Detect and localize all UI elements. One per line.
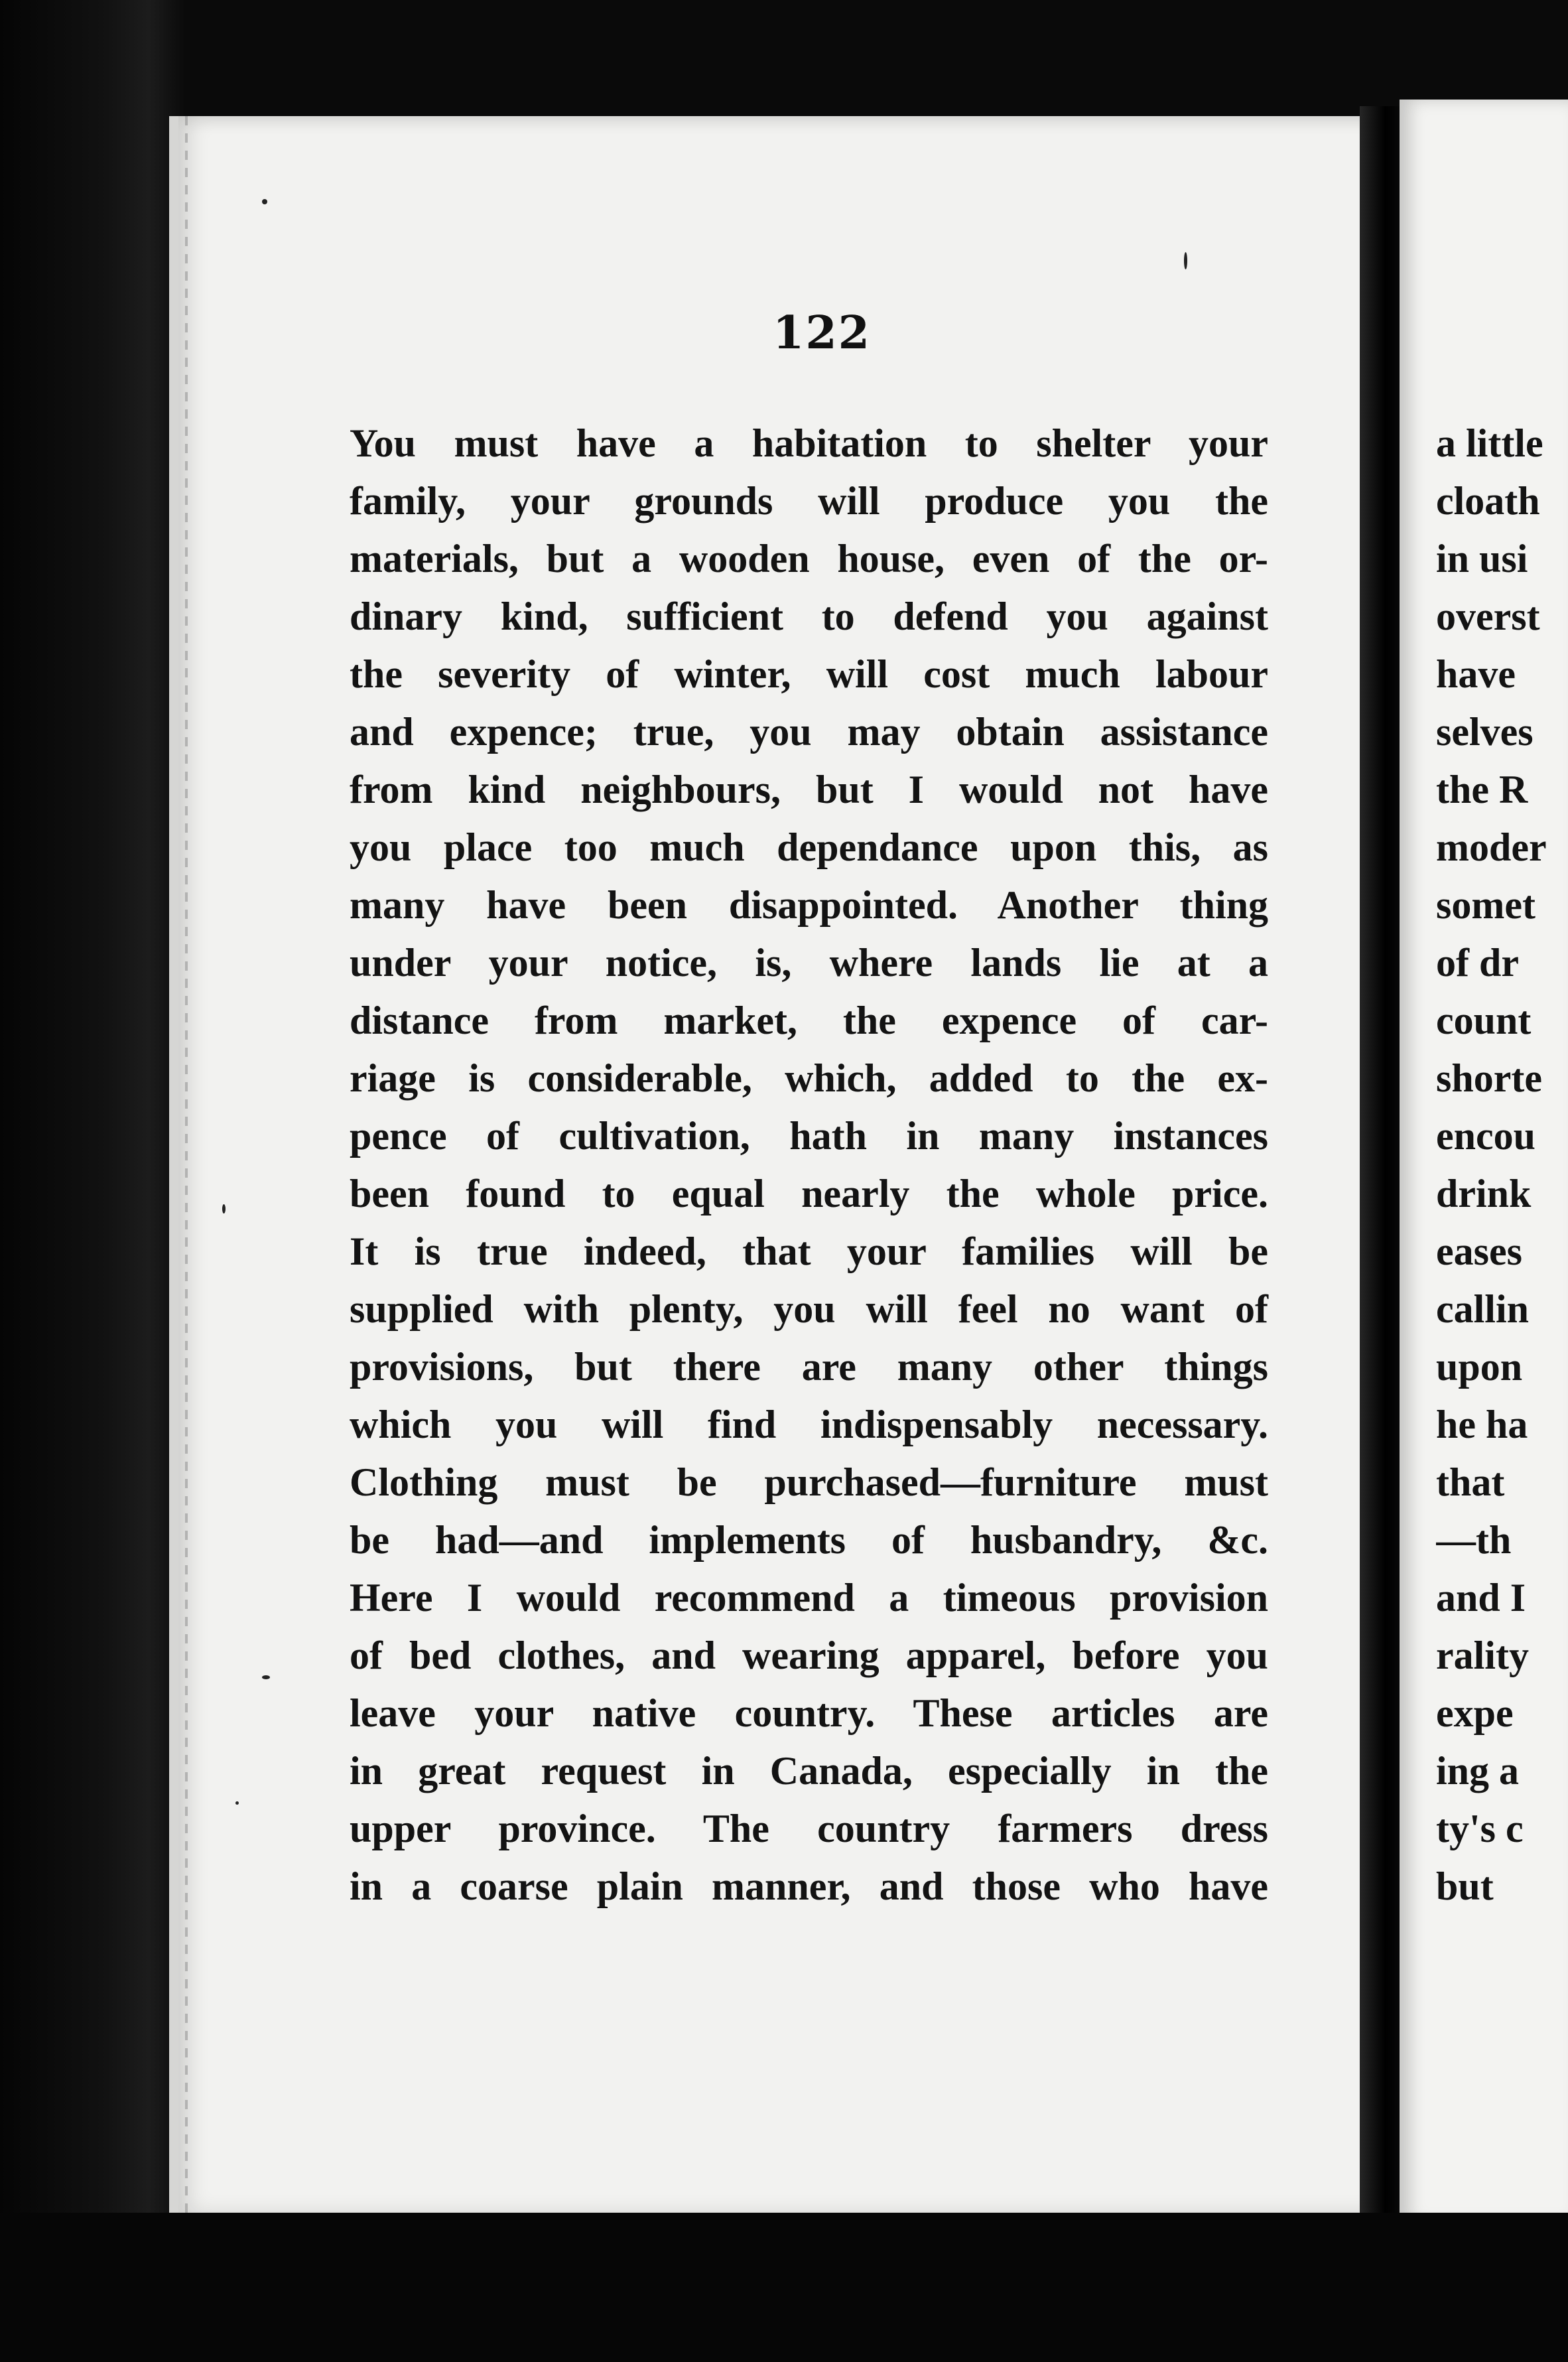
text-line: distance from market, the expence of car- [350,999,1268,1042]
text-line: riage is considerable, which, added to the ex- [350,1056,1268,1100]
text-line: selves [1436,710,1534,754]
text-line: from kind neighbours, but I would not have [350,768,1268,811]
text-line: upper province. The country farmers dress [350,1807,1268,1850]
text-line: ty's c [1436,1807,1524,1850]
text-line: —th [1436,1518,1512,1562]
left-page-body-text [350,415,1268,1915]
text-line: been found to equal nearly the whole price. [350,1172,1268,1216]
text-line: moder [1436,825,1547,869]
right-page-cropped-text [1436,415,1568,1915]
scan-background-bottom [0,2213,1568,2362]
text-line: provisions, but there are many other things [350,1345,1268,1389]
text-line: the R [1436,768,1528,811]
page-number: 122 [773,307,871,360]
text-line: in a coarse plain manner, and those who have [350,1864,1268,1908]
text-line: pence of cultivation, hath in many instances [350,1114,1268,1158]
book-cover-edge [0,0,186,2362]
text-line: family, your grounds will produce you the [350,479,1268,523]
text-line: leave your native country. These articles are [350,1691,1268,1735]
text-line: and expence; true, you may obtain assistance [350,710,1268,754]
text-line: encou [1436,1114,1535,1158]
text-line: be had—and implements of husbandry, &c. [350,1518,1268,1562]
paper-speck [262,1675,270,1679]
text-line: You must have a habitation to shelter your [350,421,1268,465]
text-line: callin [1436,1287,1530,1331]
text-line: upon [1436,1345,1523,1389]
text-line: and I [1436,1576,1526,1620]
text-line: of bed clothes, and wearing apparel, before you [350,1633,1268,1677]
text-line: ing a [1436,1749,1520,1793]
paper-speck [222,1204,226,1214]
text-line: that [1436,1460,1505,1504]
text-line: he ha [1436,1403,1528,1446]
text-line: materials, but a wooden house, even of the or- [350,537,1268,581]
text-line: a little [1436,421,1543,465]
text-line: in great request in Canada, especially in the [350,1749,1268,1793]
text-line: expe [1436,1691,1514,1735]
text-line: drink [1436,1172,1532,1216]
text-line: shorte [1436,1056,1542,1100]
text-line: eases [1436,1229,1522,1273]
text-line: overst [1436,594,1540,638]
text-line: Here I would recommend a timeous provision [350,1576,1268,1620]
text-line: cloath [1436,479,1540,523]
text-line: have [1436,652,1516,696]
text-line: rality [1436,1633,1529,1677]
text-line: It is true indeed, that your families will be [350,1229,1268,1273]
paper-speck [1184,252,1187,269]
text-line: dinary kind, sufficient to defend you against [350,594,1268,638]
text-line: in usi [1436,537,1528,581]
paper-speck [262,199,267,204]
text-line: you place too much dependance upon this, as [350,825,1268,869]
text-line: supplied with plenty, you will feel no want of [350,1287,1268,1331]
paper-speck [235,1801,239,1805]
text-line: the severity of winter, will cost much labour [350,652,1268,696]
text-line: but [1436,1864,1494,1908]
text-line: Clothing must be purchased—furniture must [350,1460,1268,1504]
text-line: many have been disappointed. Another thing [350,883,1268,927]
text-line: of dr [1436,941,1519,985]
text-line: somet [1436,883,1535,927]
text-line: which you will find indispensably necessary. [350,1403,1268,1446]
text-line: count [1436,999,1532,1042]
text-line: under your notice, is, where lands lie at a [350,941,1268,985]
